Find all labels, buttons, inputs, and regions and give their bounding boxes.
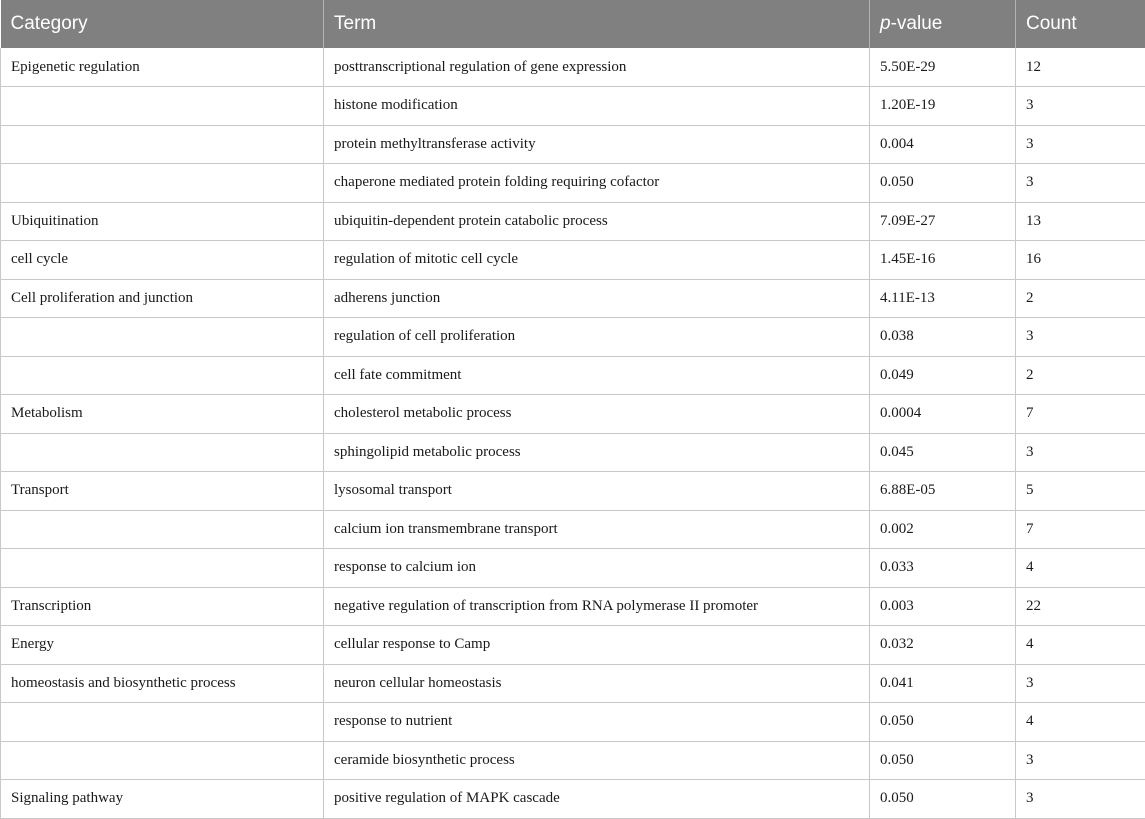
cell-pvalue: 0.041 xyxy=(870,664,1016,703)
table-row xyxy=(1,241,1145,280)
table-row xyxy=(1,279,1145,318)
cell-pvalue: 0.038 xyxy=(870,318,1016,357)
table-row xyxy=(1,472,1145,511)
header-pvalue-rest: -value xyxy=(891,13,943,34)
table-row xyxy=(1,703,1145,742)
cell-category: Energy xyxy=(1,626,324,665)
cell-category xyxy=(1,125,324,164)
table-row xyxy=(1,125,1145,164)
cell-category: cell cycle xyxy=(1,241,324,280)
table-row xyxy=(1,626,1145,665)
cell-term: cell fate commitment xyxy=(324,356,870,395)
cell-count: 3 xyxy=(1016,87,1145,126)
table-row xyxy=(1,202,1145,241)
cell-category: Metabolism xyxy=(1,395,324,434)
cell-pvalue: 7.09E-27 xyxy=(870,202,1016,241)
cell-term: neuron cellular homeostasis xyxy=(324,664,870,703)
cell-category: Signaling pathway xyxy=(1,780,324,819)
cell-count: 22 xyxy=(1016,587,1145,626)
cell-pvalue: 1.45E-16 xyxy=(870,241,1016,280)
cell-category xyxy=(1,741,324,780)
cell-count: 3 xyxy=(1016,433,1145,472)
table-row xyxy=(1,741,1145,780)
cell-pvalue: 0.004 xyxy=(870,125,1016,164)
cell-pvalue: 0.050 xyxy=(870,780,1016,819)
cell-term: chaperone mediated protein folding requiring cofactor xyxy=(324,164,870,203)
cell-count: 4 xyxy=(1016,703,1145,742)
cell-pvalue: 0.050 xyxy=(870,741,1016,780)
cell-term: positive regulation of MAPK cascade xyxy=(324,780,870,819)
cell-category: Transport xyxy=(1,472,324,511)
cell-term: adherens junction xyxy=(324,279,870,318)
cell-count: 3 xyxy=(1016,125,1145,164)
header-term: Term xyxy=(324,0,870,48)
table-row xyxy=(1,164,1145,203)
cell-count: 13 xyxy=(1016,202,1145,241)
cell-term: cellular response to Camp xyxy=(324,626,870,665)
cell-pvalue: 0.002 xyxy=(870,510,1016,549)
cell-pvalue: 0.003 xyxy=(870,587,1016,626)
cell-category xyxy=(1,318,324,357)
cell-category xyxy=(1,87,324,126)
cell-term: histone modification xyxy=(324,87,870,126)
table-row xyxy=(1,587,1145,626)
cell-pvalue: 0.033 xyxy=(870,549,1016,588)
header-row xyxy=(1,0,1145,48)
header-pvalue-italic: p xyxy=(880,13,891,34)
cell-term: lysosomal transport xyxy=(324,472,870,511)
table-row xyxy=(1,510,1145,549)
cell-pvalue: 0.045 xyxy=(870,433,1016,472)
cell-term: negative regulation of transcription from RNA polymerase II promoter xyxy=(324,587,870,626)
table-row xyxy=(1,433,1145,472)
cell-category xyxy=(1,549,324,588)
table-body xyxy=(1,48,1145,818)
cell-category xyxy=(1,164,324,203)
cell-term: ubiquitin-dependent protein catabolic process xyxy=(324,202,870,241)
cell-count: 16 xyxy=(1016,241,1145,280)
cell-category: homeostasis and biosynthetic process xyxy=(1,664,324,703)
cell-term: cholesterol metabolic process xyxy=(324,395,870,434)
cell-count: 12 xyxy=(1016,48,1145,87)
cell-term: ceramide biosynthetic process xyxy=(324,741,870,780)
cell-pvalue: 6.88E-05 xyxy=(870,472,1016,511)
cell-count: 3 xyxy=(1016,780,1145,819)
cell-count: 3 xyxy=(1016,741,1145,780)
table-row xyxy=(1,395,1145,434)
cell-pvalue: 0.049 xyxy=(870,356,1016,395)
cell-category xyxy=(1,433,324,472)
cell-term: posttranscriptional regulation of gene expression xyxy=(324,48,870,87)
cell-category xyxy=(1,356,324,395)
table-row xyxy=(1,318,1145,357)
cell-category xyxy=(1,510,324,549)
cell-category: Epigenetic regulation xyxy=(1,48,324,87)
cell-term: response to calcium ion xyxy=(324,549,870,588)
cell-term: regulation of cell proliferation xyxy=(324,318,870,357)
cell-count: 4 xyxy=(1016,626,1145,665)
cell-pvalue: 0.050 xyxy=(870,164,1016,203)
cell-pvalue: 4.11E-13 xyxy=(870,279,1016,318)
table-row xyxy=(1,549,1145,588)
cell-count: 4 xyxy=(1016,549,1145,588)
cell-category: Ubiquitination xyxy=(1,202,324,241)
cell-pvalue: 5.50E-29 xyxy=(870,48,1016,87)
cell-count: 5 xyxy=(1016,472,1145,511)
cell-pvalue: 1.20E-19 xyxy=(870,87,1016,126)
cell-pvalue: 0.050 xyxy=(870,703,1016,742)
cell-term: regulation of mitotic cell cycle xyxy=(324,241,870,280)
cell-category: Transcription xyxy=(1,587,324,626)
cell-term: response to nutrient xyxy=(324,703,870,742)
header-pvalue xyxy=(870,0,1016,48)
cell-count: 3 xyxy=(1016,318,1145,357)
cell-count: 7 xyxy=(1016,395,1145,434)
cell-category xyxy=(1,703,324,742)
cell-count: 2 xyxy=(1016,279,1145,318)
cell-count: 2 xyxy=(1016,356,1145,395)
cell-term: sphingolipid metabolic process xyxy=(324,433,870,472)
table-row xyxy=(1,664,1145,703)
cell-count: 3 xyxy=(1016,664,1145,703)
cell-pvalue: 0.032 xyxy=(870,626,1016,665)
table-row xyxy=(1,48,1145,87)
cell-category: Cell proliferation and junction xyxy=(1,279,324,318)
cell-pvalue: 0.0004 xyxy=(870,395,1016,434)
cell-count: 3 xyxy=(1016,164,1145,203)
table-row xyxy=(1,780,1145,819)
cell-count: 7 xyxy=(1016,510,1145,549)
cell-term: protein methyltransferase activity xyxy=(324,125,870,164)
table-row xyxy=(1,87,1145,126)
header-count: Count xyxy=(1016,0,1145,48)
cell-term: calcium ion transmembrane transport xyxy=(324,510,870,549)
table-row xyxy=(1,356,1145,395)
header-category: Category xyxy=(1,0,324,48)
